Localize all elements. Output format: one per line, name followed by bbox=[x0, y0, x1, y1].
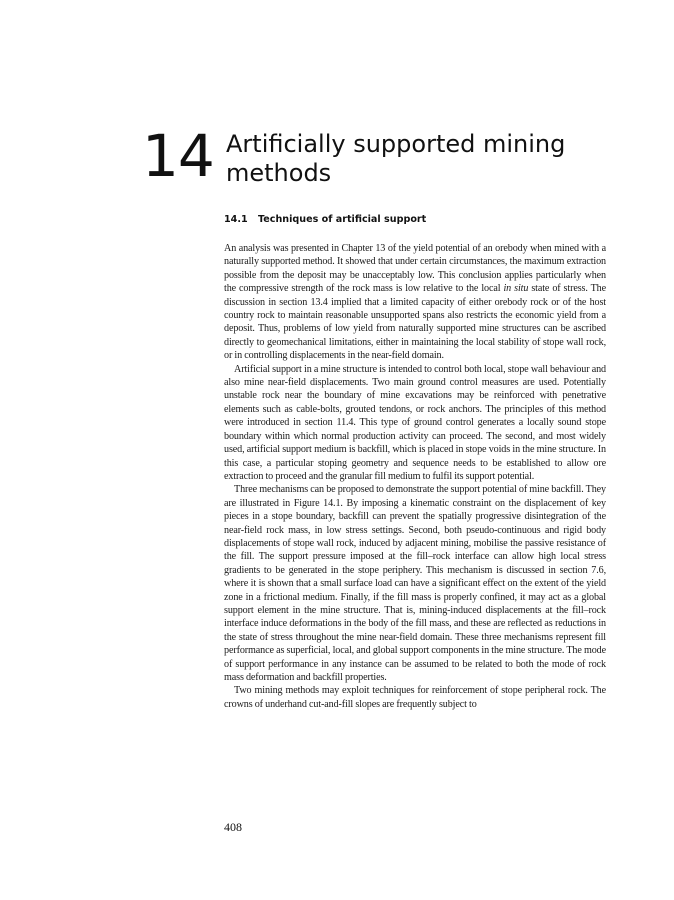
page-number: 408 bbox=[224, 820, 242, 834]
chapter-header bbox=[142, 124, 602, 194]
paragraph-1 bbox=[224, 242, 606, 363]
chapter-number: 14 bbox=[142, 122, 214, 190]
paragraph-2: Artificial support in a mine structure is intended to control both local, stope wall behaviour and also mine near-field displacements. Two main ground control measures are used. Potentially unstable rock near the boundary of mine excavations may be reinforced with penetrative elements such as cable-bolts, grouted tendons, or rock anchors. The principles of this method were introduced in section 11.4. This type of ground control generates a locally sound stope boundary within which normal production activity can proceed. The second, and most widely used, artificial support medium is backfill, which is placed in stope voids in the mine structure. In this case, a particular stoping geometry and sequence needs to be established to allow ore extraction to proceed and the granular fill medium to fulfil its support potential. bbox=[224, 363, 606, 482]
paragraph-text: An analysis was presented in Chapter 13 of the yield potential of an orebody when mined with a naturally supported method. It showed that under certain circumstances, the maximum extraction possible from the deposit may be unacceptably low. This conclusion applies particularly when the compressive strength of the rock mass is low relative to the local bbox=[224, 243, 606, 295]
section-number: 14.1 bbox=[224, 214, 248, 225]
paragraph-4: Two mining methods may exploit techniques for reinforcement of stope peripheral rock. The crowns of underhand cut-and-fill slopes are frequently subject to bbox=[224, 685, 606, 710]
body-text bbox=[224, 242, 606, 711]
section-title: Techniques of artificial support bbox=[258, 214, 427, 225]
paragraph-3: Three mechanisms can be proposed to demonstrate the support potential of mine backfill. They are illustrated in Figure 14.1. By imposing a kinematic constraint on the displacement of key pieces in a stope boundary, backfill can prevent the spatially progressive disintegration of the near-field rock mass, in low stress settings. Second, both pseudo-continuous and rigid body displacements of stope wall rock, induced by adjacent mining, mobilise the passive resistance of the fill. The support pressure imposed at the fill–rock interface can allow high local stress gradients to be generated in the stope periphery. This mechanism is discussed in section 7.6, where it is shown that a small surface load can have a significant effect on the extent of the yield zone in a frictional medium. Finally, if the fill mass is properly confined, it may act as a global support element in the mine structure. That is, mining-induced displacements at the fill–rock interface induce deformations in the body of the fill mass, and these are reflected as reductions in the state of stress throughout the mine near-field domain. These three mechanisms represent fill performance as superficial, local, and global support components in the mine structure. The mode of support performance in any instance can be assumed to be related to both the mode of rock mass deformation and backfill properties. bbox=[224, 484, 606, 683]
paragraph-text: state of stress. The discussion in section 13.4 implied that a limited capacity of either orebody rock or of the host country rock to maintain reasonable unsupported spans also restricts the economic yield from a deposit. Thus, problems of low yield from naturally supported mine structures can be ascribed directly to geomechanical limitations, either in maintaining the local stability of stope wall rock, or in controlling displacements in the near-field domain. bbox=[224, 283, 606, 362]
section-heading bbox=[224, 214, 604, 226]
italic-term: in situ bbox=[503, 283, 529, 295]
chapter-title: Artificially supported mining methods bbox=[226, 130, 566, 187]
